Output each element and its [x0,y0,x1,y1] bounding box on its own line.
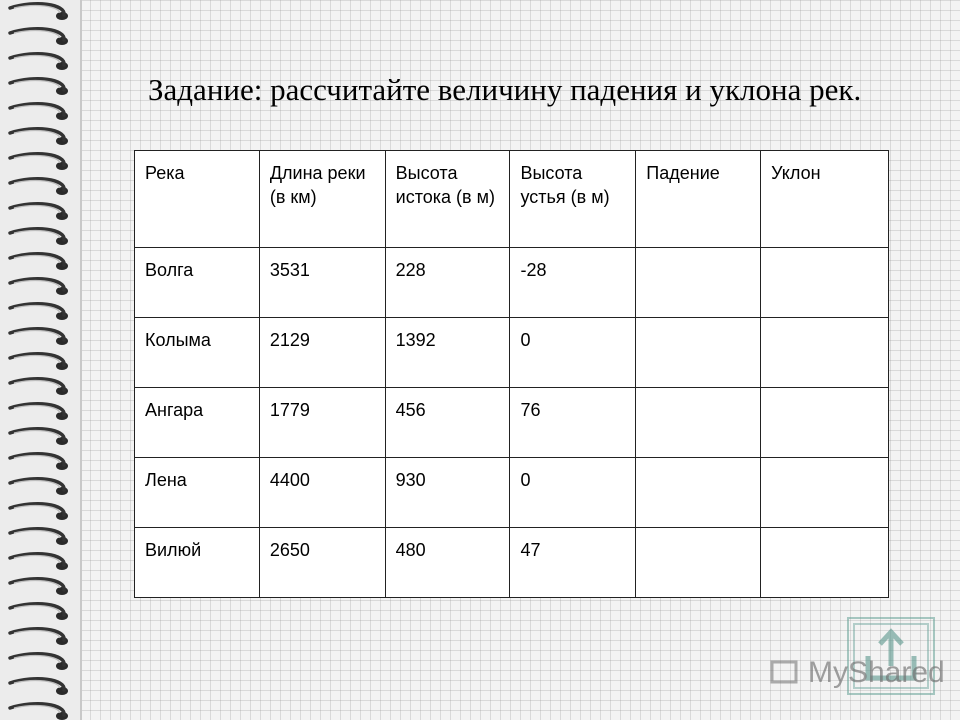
binding-hole [56,312,68,320]
binding-hole [56,37,68,45]
cell-mouth-height: 47 [510,528,636,598]
cell-mouth-height: -28 [510,248,636,318]
header-cell-source-height: Высота истока (в м) [385,151,510,248]
cell-mouth-height: 0 [510,318,636,388]
binding-hole [56,412,68,420]
header-cell-mouth-height: Высота устья (в м) [510,151,636,248]
binding-hole [56,112,68,120]
binding-hole [56,712,68,720]
binding-hole [56,612,68,620]
binding-hole [56,687,68,695]
binding-hole [56,637,68,645]
header-cell-slope: Уклон [761,151,889,248]
cell-source-height: 930 [385,458,510,528]
binding-hole [56,87,68,95]
cell-mouth-height: 0 [510,458,636,528]
cell-length: 1779 [259,388,385,458]
table-row [135,388,889,458]
binding-hole [56,62,68,70]
cell-fall[interactable] [636,528,761,598]
cell-source-height: 480 [385,528,510,598]
binding-hole [56,137,68,145]
cell-mouth-height: 76 [510,388,636,458]
cell-river: Лена [135,458,260,528]
cell-source-height: 1392 [385,318,510,388]
table-row [135,248,889,318]
watermark-text: MyShared [808,656,945,689]
binding-hole [56,662,68,670]
header-cell-length: Длина реки (в км) [259,151,385,248]
binding-hole [56,262,68,270]
header-cell-river: Река [135,151,260,248]
binding-hole [56,387,68,395]
binding-hole [56,462,68,470]
cell-fall[interactable] [636,458,761,528]
cell-slope[interactable] [761,388,889,458]
cell-slope[interactable] [761,528,889,598]
binding-hole [56,487,68,495]
binding-hole [56,337,68,345]
spiral-binding [0,0,82,720]
binding-hole [56,512,68,520]
cell-length: 4400 [259,458,385,528]
cell-length: 3531 [259,248,385,318]
cell-river: Колыма [135,318,260,388]
myshared-watermark [768,616,945,696]
cell-fall[interactable] [636,248,761,318]
binding-hole [56,162,68,170]
cell-river: Волга [135,248,260,318]
cell-slope[interactable] [761,248,889,318]
header-cell-fall: Падение [636,151,761,248]
binding-hole [56,187,68,195]
cell-river: Вилюй [135,528,260,598]
rivers-table [134,150,889,598]
table-row [135,318,889,388]
cell-length: 2129 [259,318,385,388]
binding-hole [56,537,68,545]
binding-hole [56,362,68,370]
cell-fall[interactable] [636,388,761,458]
binding-hole [56,237,68,245]
table-row [135,458,889,528]
margin-line [80,0,82,720]
binding-hole [56,287,68,295]
cell-length: 2650 [259,528,385,598]
table-row [135,528,889,598]
cell-slope[interactable] [761,458,889,528]
cell-source-height: 456 [385,388,510,458]
cell-fall[interactable] [636,318,761,388]
cell-river: Ангара [135,388,260,458]
cell-source-height: 228 [385,248,510,318]
binding-hole [56,437,68,445]
binding-hole [56,562,68,570]
cell-slope[interactable] [761,318,889,388]
binding-hole [56,212,68,220]
binding-hole [56,587,68,595]
binding-hole [56,12,68,20]
page-title: Задание: рассчитайте величину падения и уклона рек. [148,72,862,107]
table-header-row [135,151,889,248]
